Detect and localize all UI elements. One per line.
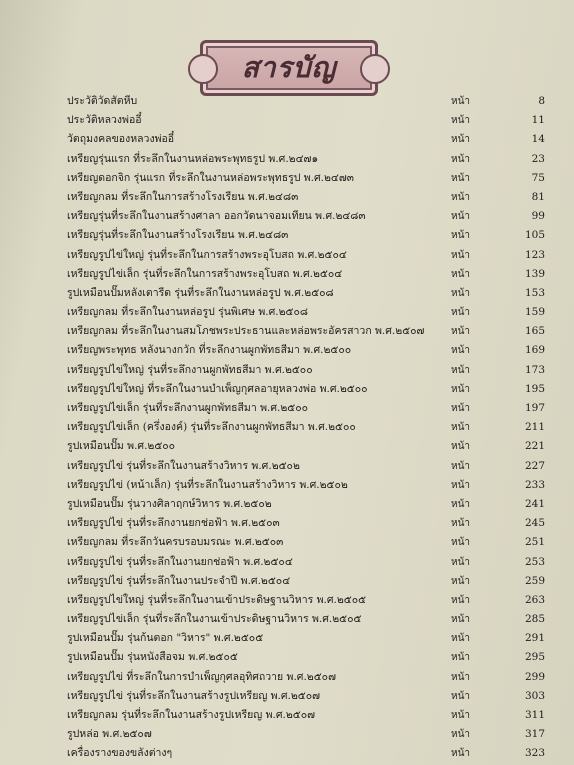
toc-entry [67,648,545,667]
toc-entry [67,341,545,360]
toc-entry [67,169,545,188]
toc-entry-title: เหรียญรูปไข่ รุ่นที่ระลึกงานยกช่อฟ้า พ.ศ.๒๕๐๓ [67,517,280,530]
toc-entry-title: รูปเหมือนปั๊ม รุ่นก้นตอก "วิหาร" พ.ศ.๒๕๐๕ [67,632,264,645]
toc-page-number: 8 [538,95,545,107]
toc-entry [67,92,545,111]
toc-page-word: หน้า [451,211,471,223]
toc-entry-title: เหรียญดอกจิก รุ่นแรก ที่ระลึกในงานหล่อพระพุทธรูป พ.ศ.๒๔๗๓ [67,171,354,184]
toc-page-number: 291 [524,632,545,645]
toc-page-number: 311 [524,709,545,721]
toc-page-number: 241 [524,497,545,510]
toc-page-number: 123 [524,248,545,261]
toc-page-word: หน้า [451,422,471,434]
toc-page-number: 165 [524,325,545,338]
toc-page-number: 233 [524,478,545,491]
toc-page-number: 169 [524,344,545,357]
toc-entry-title: ประวัติวัดสัตหีบ [67,95,138,107]
toc-page-word: หน้า [451,403,471,414]
title-banner [200,40,378,96]
page-title: สารบัญ [241,51,337,84]
toc-page-number: 99 [531,210,545,223]
toc-entry [67,437,545,456]
toc-page-word: หน้า [451,652,471,664]
toc-entry-title: ประวัติหลวงพ่ออี๋ [67,114,142,127]
toc-page-word: หน้า [451,671,471,683]
toc-page-number: 153 [524,286,545,299]
toc-page-number: 317 [524,728,545,741]
toc-entry-title: เหรียญรุ่นที่ระลึกในงานสร้างศาลา ออกวัดนาจอมเทียน พ.ศ.๒๔๘๓ [67,210,366,223]
toc-page-word: หน้า [451,729,471,741]
toc-page-word: หน้า [451,556,471,568]
toc-page-number: 173 [524,363,545,376]
toc-entry-title: รูปเหมือนปั๊มหลังเตารีด รุ่นที่ระลึกในงานหล่อรูป พ.ศ.๒๕๐๘ [67,286,334,299]
toc-entry-title: เหรียญรูปไข่ใหญ่ รุ่นที่ระลึกในการสร้างพระอุโบสถ พ.ศ.๒๕๐๔ [67,248,347,261]
toc-entry [67,495,545,514]
toc-page-word: หน้า [451,383,471,395]
toc-page-number: 105 [524,229,545,242]
toc-entry-title: เหรียญกลม ที่ระลึกวันครบรอบมรณะ พ.ศ.๒๕๐๓ [67,536,284,549]
toc-page-word: หน้า [451,748,471,760]
toc-entry-title: เหรียญรูปไข่ (หน้าเล็ก) รุ่นที่ระลึกในงานสร้างวิหาร พ.ศ.๒๕๐๒ [67,478,348,491]
toc-page-number: 197 [524,402,545,414]
toc-entry [67,322,545,341]
toc-entry-title: เหรียญรูปไข่เล็ก รุ่นที่ระลึกในการสร้างพระอุโบสถ พ.ศ.๒๕๐๔ [67,267,343,280]
toc-entry-title: เหรียญรูปไข่ รุ่นที่ระลึกในงานสร้างรูปเหรียญ พ.ศ.๒๕๐๗ [67,689,321,702]
toc-page-word: หน้า [451,575,471,587]
toc-entry-title: เหรียญรุ่นที่ระลึกในงานสร้างโรงเรียน พ.ศ.๒๔๘๓ [67,229,289,242]
toc-page-word: หน้า [451,614,471,626]
banner-flourish-left [188,54,218,84]
toc-page-word: หน้า [451,287,471,299]
toc-page-word: หน้า [451,249,471,261]
toc-entry-title: เหรียญรูปไข่เล็ก รุ่นที่ระลึกงานผูกพัทธสีมา พ.ศ.๒๕๐๐ [67,402,309,414]
toc-page-word: หน้า [451,345,471,357]
toc-entry [67,591,545,610]
toc-page-word: หน้า [451,479,471,491]
toc-page-number: 221 [524,440,545,453]
toc-page-word: หน้า [451,115,471,127]
toc-page-word: หน้า [451,537,471,549]
table-of-contents [67,92,545,764]
toc-page-number: 211 [524,421,545,434]
toc-entry [67,380,545,399]
toc-entry [67,668,545,687]
toc-page-word: หน้า [451,153,471,165]
toc-entry [67,706,545,725]
toc-entry [67,572,545,591]
toc-entry-title: เครื่องรางของขลังต่างๆ [67,747,173,760]
toc-page-number: 81 [531,190,545,203]
toc-entry-title: วัตถุมงคลของหลวงพ่ออี๋ [67,133,175,146]
toc-entry [67,303,545,322]
toc-entry-title: รูปเหมือนปั๊ม พ.ศ.๒๕๐๐ [67,440,176,453]
toc-entry-title: เหรียญรูปไข่ รุ่นที่ระลึกในงานสร้างวิหาร พ.ศ.๒๕๐๒ [67,459,300,472]
toc-page-number: 139 [524,267,545,280]
toc-entry-title: เหรียญพระพุทธ หลังนางกวัก ที่ระลึกงานผูกพัทธสีมา พ.ศ.๒๕๐๐ [67,344,352,357]
toc-entry [67,629,545,648]
toc-entry [67,226,545,245]
toc-page-word: หน้า [451,268,471,280]
toc-page-word: หน้า [451,230,471,242]
toc-entry [67,111,545,130]
toc-page-word: หน้า [451,441,471,453]
toc-page-word: หน้า [451,96,471,107]
toc-entry [67,130,545,149]
toc-entry [67,246,545,265]
toc-entry-title: เหรียญรูปไข่ใหญ่ ที่ระลึกในงานบำเพ็ญกุศลอายุหลวงพ่อ พ.ศ.๒๕๐๐ [67,382,368,395]
toc-page-word: หน้า [451,460,471,472]
toc-entry [67,553,545,572]
toc-page-word: หน้า [451,633,471,645]
toc-page-number: 14 [531,133,545,146]
toc-page-number: 259 [524,574,545,587]
toc-page-number: 245 [524,517,545,530]
toc-entry-title: เหรียญรูปไข่ รุ่นที่ระลึกในงานประจำปี พ.ศ.๒๕๐๔ [67,574,291,587]
toc-entry-title: เหรียญรูปไข่เล็ก รุ่นที่ระลึกในงานเข้าประดิษฐานวิหาร พ.ศ.๒๕๐๕ [67,613,362,626]
banner-flourish-right [360,54,390,84]
toc-entry-title: เหรียญรูปไข่ใหญ่ รุ่นที่ระลึกงานผูกพัทธสีมา พ.ศ.๒๕๐๐ [67,363,313,376]
toc-page-number: 195 [524,382,545,395]
toc-page-number: 253 [524,555,545,568]
toc-page-number: 75 [531,171,545,184]
toc-entry [67,265,545,284]
toc-page-word: หน้า [451,191,471,203]
toc-entry-title: เหรียญกลม รุ่นที่ระลึกในงานสร้างรูปเหรียญ พ.ศ.๒๕๐๗ [67,709,316,721]
toc-page-number: 11 [531,114,545,127]
toc-entry-title: เหรียญรูปไข่เล็ก (ครึ่งองค์) รุ่นที่ระลึกงานผูกพัทธสีมา พ.ศ.๒๕๐๐ [67,421,356,434]
toc-entry [67,188,545,207]
toc-page-word: หน้า [451,518,471,530]
toc-entry-title: เหรียญรูปไข่ใหญ่ รุ่นที่ระลึกในงานเข้าประดิษฐานวิหาร พ.ศ.๒๕๐๕ [67,593,367,606]
toc-page-word: หน้า [451,134,471,146]
toc-entry [67,150,545,169]
toc-entry-title: รูปหล่อ พ.ศ.๒๕๐๗ [67,728,152,741]
toc-page-number: 323 [524,747,545,760]
toc-page-number: 263 [524,593,545,606]
toc-entry-title: เหรียญกลม ที่ระลึกในงานสมโภชพระประธานและหล่อพระอัครสาวก พ.ศ.๒๕๐๗ [67,325,425,338]
toc-page-number: 227 [524,459,545,472]
toc-entry-title: รูปเหมือนปั๊ม รุ่นวางศิลาฤกษ์วิหาร พ.ศ.๒๕๐๒ [67,497,272,510]
toc-entry [67,533,545,552]
toc-page-word: หน้า [451,326,471,338]
toc-entry [67,687,545,706]
toc-page-number: 285 [524,613,545,626]
toc-entry-title: เหรียญกลม ที่ระลึกในการสร้างโรงเรียน พ.ศ.๒๔๘๓ [67,190,299,203]
toc-entry [67,418,545,437]
toc-page-word: หน้า [451,364,471,376]
toc-entry-title: เหรียญกลม ที่ระลึกในงานหล่อรูป รุ่นพิเศษ พ.ศ.๒๕๐๘ [67,306,308,319]
toc-page-word: หน้า [451,172,471,184]
toc-entry-title: เหรียญรูปไข่ ที่ระลึกในการบำเพ็ญกุศลอุทิศถวาย พ.ศ.๒๕๐๗ [67,670,336,683]
toc-page-word: หน้า [451,710,471,721]
toc-entry [67,514,545,533]
toc-page-word: หน้า [451,690,471,702]
toc-page-number: 303 [524,689,545,702]
toc-entry [67,725,545,744]
toc-page-number: 295 [524,651,545,664]
toc-entry [67,361,545,380]
toc-page-number: 23 [531,152,545,165]
toc-entry [67,284,545,303]
toc-page-word: หน้า [451,307,471,319]
toc-entry [67,610,545,629]
toc-entry [67,457,545,476]
toc-entry-title: เหรียญรุ่นแรก ที่ระลึกในงานหล่อพระพุทธรูป พ.ศ.๒๔๗๑ [67,152,319,165]
toc-entry-title: เหรียญรูปไข่ รุ่นที่ระลึกในงานยกช่อฟ้า พ.ศ.๒๕๐๔ [67,555,293,568]
toc-page-word: หน้า [451,594,471,606]
toc-page-word: หน้า [451,498,471,510]
toc-page-number: 251 [524,536,545,549]
toc-page-number: 159 [524,306,545,319]
toc-page-number: 299 [524,670,545,683]
toc-entry [67,399,545,418]
toc-entry [67,207,545,226]
toc-entry-title: รูปเหมือนปั๊ม รุ่นหนังสือจม พ.ศ.๒๕๐๕ [67,651,238,664]
toc-entry [67,476,545,495]
toc-entry [67,744,545,763]
